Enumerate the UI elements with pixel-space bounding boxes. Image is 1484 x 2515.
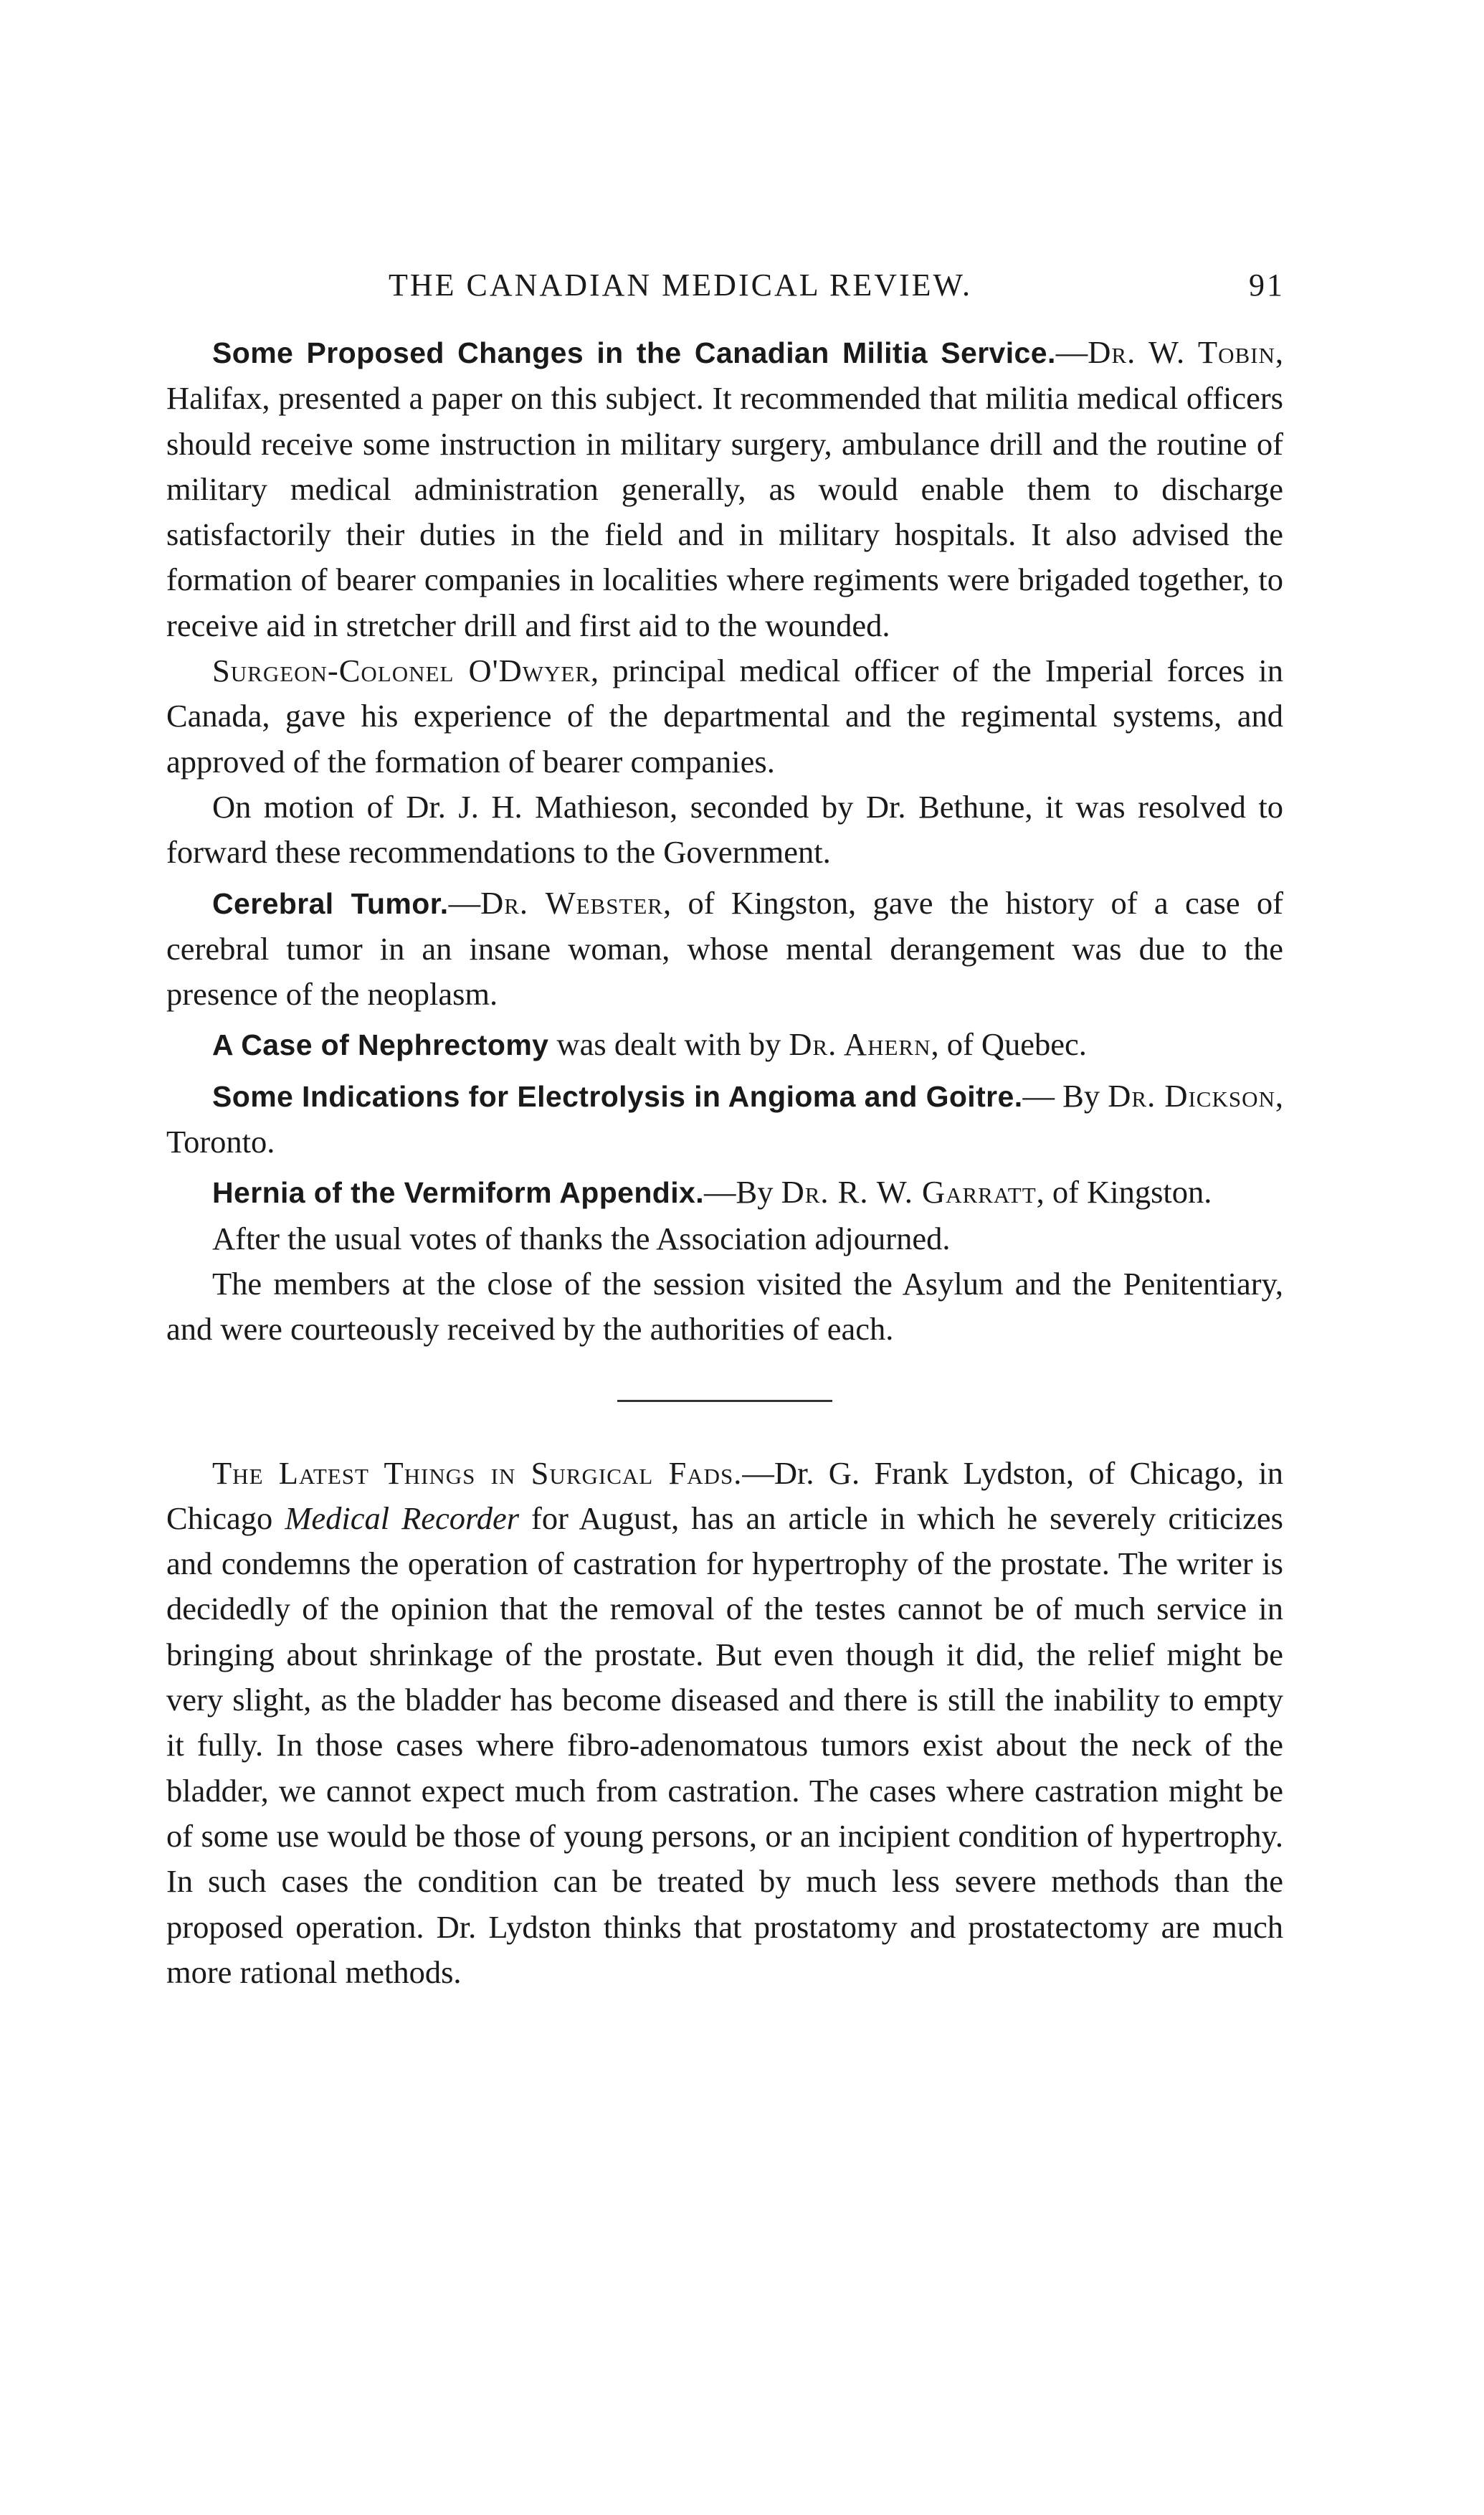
running-head: [166, 264, 1285, 307]
dash: —: [742, 1454, 774, 1491]
dash: —: [704, 1174, 736, 1211]
heading-electrolysis: Some Indications for Electrolysis in Angioma and Goitre.: [212, 1079, 1023, 1113]
heading-tumor: Cerebral Tumor.: [212, 886, 449, 920]
text-odwyer: , principal medical officer of the Imperial forces in Canada, gave his experience of the departmental and the regimental systems, and approved of the formation of bearer companies.: [166, 653, 1283, 780]
section-divider: [617, 1400, 832, 1402]
paragraph-electrolysis: [166, 1074, 1283, 1165]
text-nephrectomy-before: was dealt with by: [548, 1026, 789, 1063]
journal-name: Medical Recorder: [285, 1500, 520, 1536]
paragraph-tumor: [166, 881, 1283, 1018]
text-fads-2: for August, has an article in which he severely criticizes and condemns the operation of castration for hypertrophy of the prostate. The writer is decidedly of the opinion that the removal of the testes cannot be of much service in bringing about shrinkage of the prostate. But even though it did, the relief might be very slight, as the bladder has become diseased and there is still the inability to empty it fully. In those cases where fibro-adenomatous tumors exist about the neck of the bladder, we cannot expect much from castration. The cases where castration might be of some use would be those of young persons, or an incipient condition of hypertrophy. In such cases the condition can be treated by much less severe methods than the proposed operation. Dr. Lydston thinks that prostatomy and prostatectomy are much more rational methods.: [166, 1500, 1283, 1990]
journal-title: THE CANADIAN MEDICAL REVIEW.: [389, 267, 972, 303]
author-dickson: Dr. Dickson: [1108, 1077, 1275, 1114]
paragraph-hernia: [166, 1170, 1283, 1216]
author-garratt: Dr. R. W. Garratt: [781, 1174, 1037, 1211]
dash: —: [1022, 1077, 1063, 1114]
body-text: [166, 330, 1283, 1995]
dash: —: [1055, 334, 1088, 370]
text-militia: , Halifax, presented a paper on this subject. It recommended that militia medical officers should receive some instruction in military surgery, ambulance drill and the routine of military medical administration generally, as would enable them to discharge satisfactorily their duties in the field and in military hospitals. It also advised the formation of bearer companies in localities where regiments were brigaded together, to receive aid in stretcher drill and first aid to the wounded.: [166, 334, 1283, 643]
text-nephrectomy-after: , of Quebec.: [931, 1026, 1087, 1063]
text-electrolysis: , Toronto.: [166, 1077, 1283, 1160]
heading-hernia: Hernia of the Vermiform Appendix.: [212, 1176, 705, 1210]
author-tobin: Dr. W. Tobin: [1088, 334, 1275, 370]
paragraph-surgical-fads: [166, 1451, 1283, 1996]
text-fads-1: Dr. G. Frank Lydston, of Chicago, in Chicago: [166, 1454, 1283, 1536]
by-hernia: By: [736, 1174, 781, 1211]
author-ahern: Dr. Ahern: [789, 1026, 931, 1063]
paragraph-motion: On motion of Dr. J. H. Mathieson, seconded by Dr. Bethune, it was resolved to forward these recommendations to the Government.: [166, 788, 1283, 871]
page-number: 91: [1249, 267, 1285, 303]
paragraph-odwyer: [166, 648, 1283, 785]
text-hernia: , of Kingston.: [1036, 1174, 1212, 1211]
paragraph-adjourned: After the usual votes of thanks the Association adjourned.: [212, 1220, 951, 1256]
author-odwyer: Surgeon-Colonel O'Dwyer: [212, 653, 591, 689]
heading-militia: Some Proposed Changes in the Canadian Militia Service.: [212, 336, 1056, 369]
by-electrolysis: By: [1062, 1077, 1108, 1114]
paragraph-visit: The members at the close of the session visited the Asylum and the Penitentiary, and were courteously received by the authorities of each.: [166, 1265, 1283, 1348]
dash: —: [448, 884, 481, 921]
text-tumor: , of Kingston, gave the history of a case of cerebral tumor in an insane woman, whose mental derangement was due to the presence of the neoplasm.: [166, 884, 1283, 1013]
article-lead: The Latest Things in Surgical Fads.: [212, 1454, 743, 1491]
heading-nephrectomy: A Case of Nephrectomy: [212, 1028, 549, 1062]
paragraph-nephrectomy: [166, 1022, 1283, 1068]
paragraph-militia: [166, 330, 1283, 648]
author-webster: Dr. Webster: [480, 884, 663, 921]
